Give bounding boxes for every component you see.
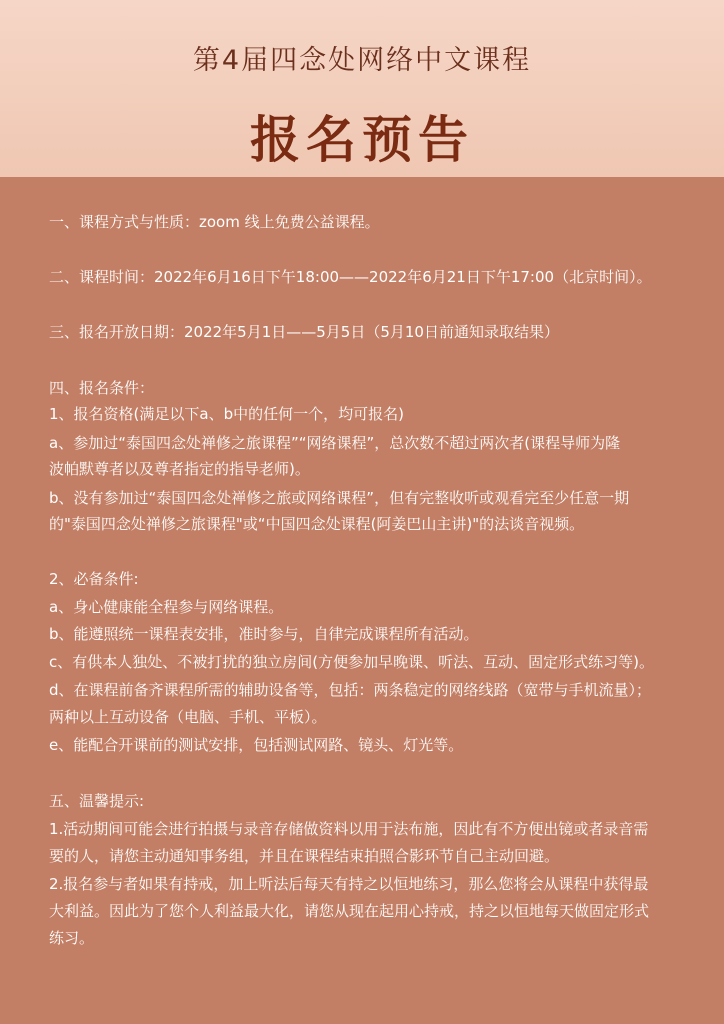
mandatory-c: c、有供本人独处、不被打扰的独立房间(方便参加早晚课、听法、互动、固定形式练习等)。	[49, 653, 654, 671]
mandatory-e: e、能配合开课前的测试安排，包括测试网路、镜头、灯光等。	[49, 736, 464, 754]
section-tips-title: 五、温馨提示:	[49, 792, 145, 810]
page-title: 报名预告	[250, 111, 474, 169]
mandatory-d-line1: d、在课程前备齐课程所需的辅助设备等，包括：两条稳定的网络线路（宽带与手机流量）；	[49, 681, 652, 699]
tip-1-line2: 要的人，请您主动通知事务组，并且在课程结束拍照合影环节自己主动回避。	[49, 847, 560, 865]
course-subtitle: 第4届四念处网络中文课程	[192, 45, 532, 76]
section-requirements-title: 四、报名条件：	[49, 379, 155, 397]
section-format: 一、课程方式与性质：zoom 线上免费公益课程。	[49, 213, 380, 231]
mandatory-a: a、身心健康能全程参与网络课程。	[49, 598, 284, 616]
requirements-mandatory: 2、必备条件:	[49, 570, 139, 588]
mandatory-b: b、能遵照统一课程表安排，准时参与，自律完成课程所有活动。	[49, 625, 479, 643]
requirements-eligibility: 1、报名资格(满足以下a、b中的任何一个，均可报名)	[49, 405, 404, 423]
eligibility-a-line1: a、参加过“泰国四念处禅修之旅课程”“网络课程”，总次数不超过两次者(课程导师为隆	[49, 434, 621, 452]
section-registration-dates: 三、报名开放日期：2022年5月1日——5月5日（5月10日前通知录取结果）	[49, 323, 559, 341]
eligibility-b-line1: b、没有参加过“泰国四念处禅修之旅或网络课程”，但有完整收听或观看完至少任意一期	[49, 489, 630, 507]
mandatory-d-line2: 两种以上互动设备（电脑、手机、平板）。	[49, 708, 327, 726]
eligibility-a-line2: 波帕默尊者以及尊者指定的指导老师)。	[49, 460, 310, 478]
eligibility-b-line2: 的"泰国四念处禅修之旅课程"或“中国四念处课程(阿姜巴山主讲)"的法谈音视频。	[49, 515, 585, 533]
tip-2-line3: 练习。	[49, 929, 95, 947]
tip-2-line1: 2.报名参与者如果有持戒，加上听法后每天有持之以恒地练习，那么您将会从课程中获得最	[49, 875, 649, 893]
tip-2-line2: 大利益。因此为了您个人利益最大化，请您从现在起用心持戒，持之以恒地每天做固定形式	[49, 902, 650, 920]
section-schedule: 二、课程时间：2022年6月16日下午18:00——2022年6月21日下午17:00（北京时间）。	[49, 268, 652, 286]
tip-1-line1: 1.活动期间可能会进行拍摄与录音存储做资料以用于法布施，因此有不方便出镜或者录音需	[49, 820, 649, 838]
